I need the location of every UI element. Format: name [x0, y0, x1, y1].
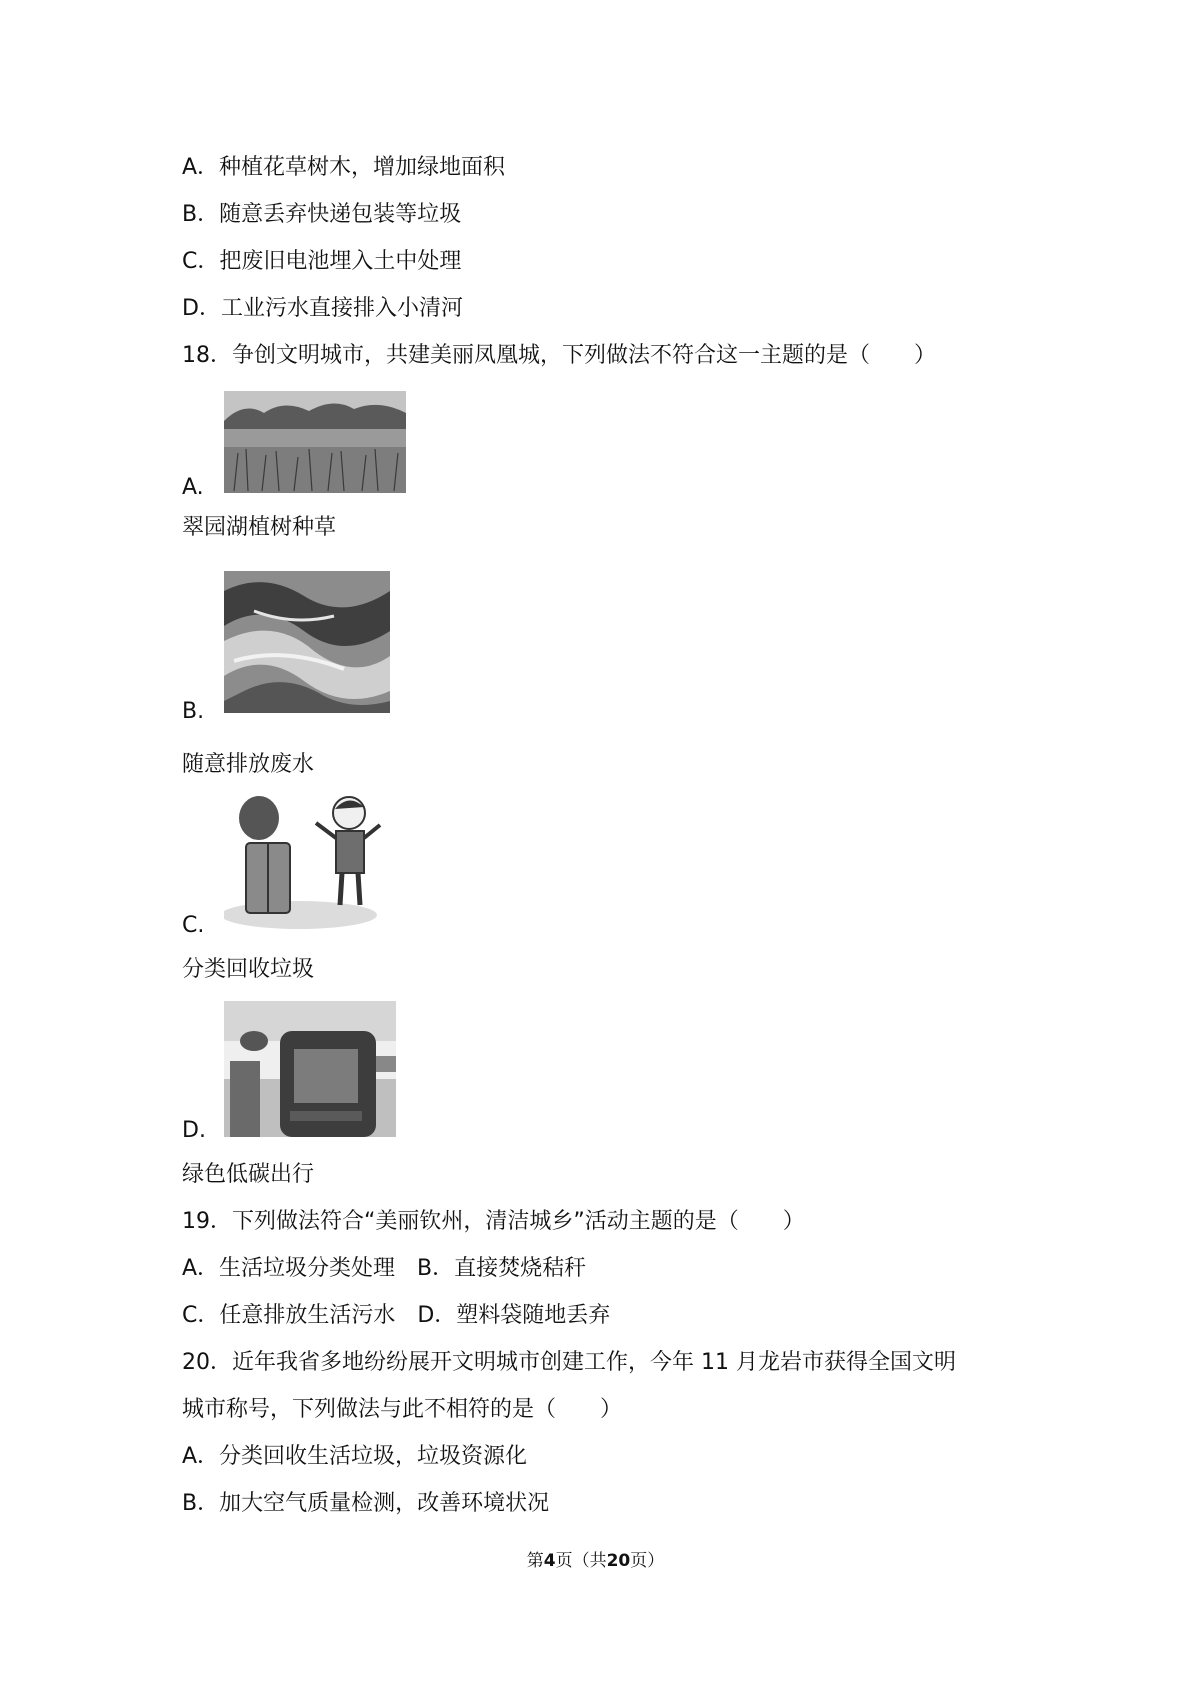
- q18-image-d-bike-bus: [224, 1001, 396, 1137]
- footer-prefix: 第: [526, 1551, 544, 1571]
- footer-middle: 页（共: [555, 1551, 607, 1571]
- q18-option-d-letter: D.: [182, 1118, 206, 1143]
- page-footer: [0, 1546, 1191, 1571]
- q17-option-d: D．工业污水直接排入小清河: [182, 296, 463, 321]
- q20-option-a: A．分类回收生活垃圾，垃圾资源化: [182, 1444, 528, 1469]
- q19-options-row1: A．生活垃圾分类处理 B．直接焚烧秸秆: [182, 1256, 587, 1281]
- q18-option-c-caption: 分类回收垃圾: [182, 957, 315, 982]
- q18-option-a-letter: A.: [182, 475, 204, 500]
- q20-stem-line2: 城市称号，下列做法与此不相符的是（ ）: [182, 1397, 623, 1422]
- q20-stem-line1: 20．近年我省多地纷纷展开文明城市创建工作，今年 11 月龙岩市获得全国文明: [182, 1350, 956, 1375]
- footer-total-pages: 20: [606, 1551, 631, 1571]
- q17-option-a: A．种植花草树木，增加绿地面积: [182, 155, 506, 180]
- q20-option-b: B．加大空气质量检测，改善环境状况: [182, 1491, 550, 1516]
- q18-image-b-wastewater: [224, 571, 390, 713]
- footer-suffix: 页）: [630, 1551, 665, 1571]
- q18-option-b-letter: B.: [182, 699, 205, 724]
- q18-option-c-letter: C.: [182, 913, 205, 938]
- q18-option-a-caption: 翠园湖植树种草: [182, 515, 337, 540]
- q19-options-row2: C．任意排放生活污水 D．塑料袋随地丢弃: [182, 1303, 611, 1328]
- q17-option-b: B．随意丢弃快递包装等垃圾: [182, 202, 462, 227]
- q18-stem: 18．争创文明城市，共建美丽凤凰城，下列做法不符合这一主题的是（ ）: [182, 343, 936, 368]
- q18-image-c-sorting-garbage: [224, 793, 384, 931]
- q17-option-c: C．把废旧电池埋入土中处理: [182, 249, 462, 274]
- q18-option-d-caption: 绿色低碳出行: [182, 1162, 315, 1187]
- q18-image-a-lake-planting: [224, 391, 406, 493]
- q18-option-b-caption: 随意排放废水: [182, 752, 315, 777]
- footer-page-number: 4: [543, 1551, 556, 1571]
- q19-stem: 19．下列做法符合“美丽钦州，清洁城乡”活动主题的是（ ）: [182, 1209, 805, 1234]
